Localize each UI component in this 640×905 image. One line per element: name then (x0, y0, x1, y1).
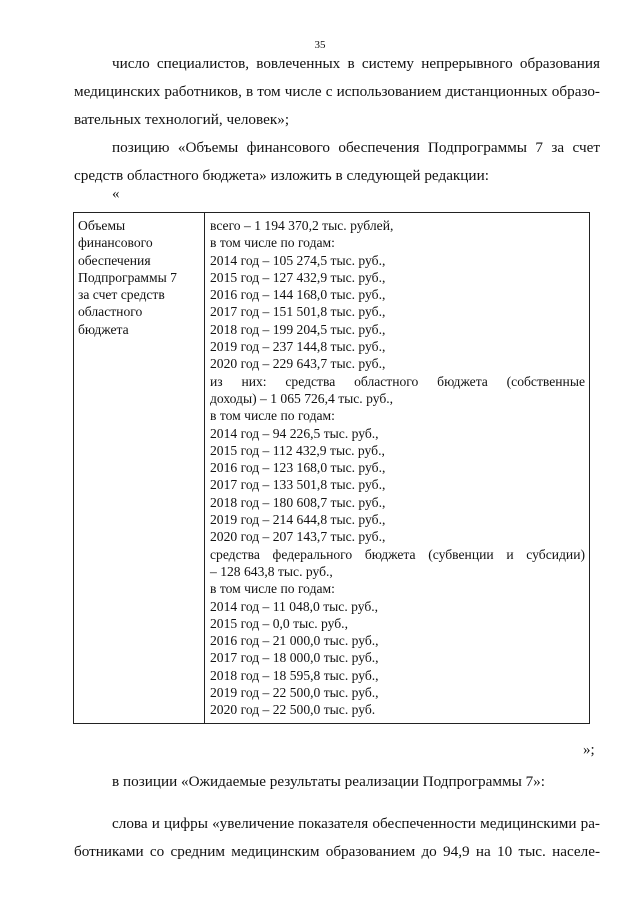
value-line: 2015 год – 112 432,9 тыс. руб., (210, 442, 385, 458)
value-line: в том числе по годам: (210, 235, 335, 251)
value-line: 2016 год – 21 000,0 тыс. руб., (210, 633, 379, 649)
paragraph-line: вательных технологий, человек»; (74, 111, 290, 128)
table-label-cell (74, 213, 205, 724)
results-paragraph (74, 768, 600, 796)
value-line: 2019 год – 214 644,8 тыс. руб., (210, 512, 386, 528)
value-line: из них: средства областного бюджета (собственные (210, 373, 585, 389)
value-line: 2017 год – 133 501,8 тыс. руб., (210, 477, 386, 493)
words-paragraph (74, 810, 600, 866)
top-paragraph (74, 50, 600, 134)
instruction-paragraph (74, 134, 600, 190)
table-value-cell (205, 213, 590, 724)
paragraph-line: число специалистов, вовлеченных в систему непрерывного образования (112, 55, 600, 72)
label-line: за счет средств (78, 287, 165, 303)
value-line: 2017 год – 18 000,0 тыс. руб., (210, 650, 379, 666)
paragraph-line: средств областного бюджета» изложить в следующей редакции: (74, 167, 489, 184)
value-line: 2018 год – 199 204,5 тыс. руб., (210, 321, 386, 337)
value-line: 2014 год – 105 274,5 тыс. руб., (210, 252, 386, 268)
label-line: обеспечения (78, 252, 151, 268)
value-line: 2018 год – 180 608,7 тыс. руб., (210, 494, 386, 510)
value-line: в том числе по годам: (210, 408, 335, 424)
value-line: 2019 год – 237 144,8 тыс. руб., (210, 339, 386, 355)
value-line: 2017 год – 151 501,8 тыс. руб., (210, 304, 386, 320)
label-line: областного (78, 304, 143, 320)
page-number: 35 (314, 39, 326, 51)
funding-table (73, 212, 590, 724)
label-line: Подпрограммы 7 (78, 269, 177, 285)
value-line: всего – 1 194 370,2 тыс. рублей, (210, 218, 394, 233)
value-line: 2020 год – 22 500,0 тыс. руб. (210, 702, 376, 718)
paragraph-line: в позиции «Ожидаемые результаты реализации Подпрограммы 7»: (112, 773, 545, 790)
value-line: 2014 год – 94 226,5 тыс. руб., (210, 425, 379, 441)
label-line: Объемы (78, 218, 126, 233)
value-line: в том числе по годам: (210, 581, 335, 597)
table-row (74, 213, 590, 724)
value-line: 2015 год – 0,0 тыс. руб., (210, 615, 348, 631)
value-line: 2020 год – 229 643,7 тыс. руб., (210, 356, 386, 372)
value-line: доходы) – 1 065 726,4 тыс. руб., (210, 390, 394, 406)
value-line: 2016 год – 144 168,0 тыс. руб., (210, 287, 386, 303)
value-line: – 128 643,8 тыс. руб., (210, 563, 333, 579)
closing-quote: »; (583, 742, 595, 758)
value-line: 2018 год – 18 595,8 тыс. руб., (210, 667, 379, 683)
paragraph-line: позицию «Объемы финансового обеспечения Подпрограммы 7 за счет (112, 139, 600, 156)
value-line: 2020 год – 207 143,7 тыс. руб., (210, 529, 386, 545)
paragraph-line: ботниками со средним медицинским образованием до 94,9 на 10 тыс. населе- (74, 843, 600, 860)
paragraph-line: слова и цифры «увеличение показателя обеспеченности медицинскими ра- (112, 815, 600, 832)
opening-quote: « (112, 186, 120, 202)
value-line: 2016 год – 123 168,0 тыс. руб., (210, 460, 386, 476)
value-line: 2014 год – 11 048,0 тыс. руб., (210, 598, 379, 614)
value-line: 2019 год – 22 500,0 тыс. руб., (210, 685, 379, 701)
value-line: средства федерального бюджета (субвенции и субсидии) (210, 546, 585, 562)
label-line: финансового (78, 235, 153, 251)
label-line: бюджета (78, 321, 129, 337)
paragraph-line: медицинских работников, в том числе с использованием дистанционных образо- (74, 83, 600, 100)
value-line: 2015 год – 127 432,9 тыс. руб., (210, 269, 386, 285)
